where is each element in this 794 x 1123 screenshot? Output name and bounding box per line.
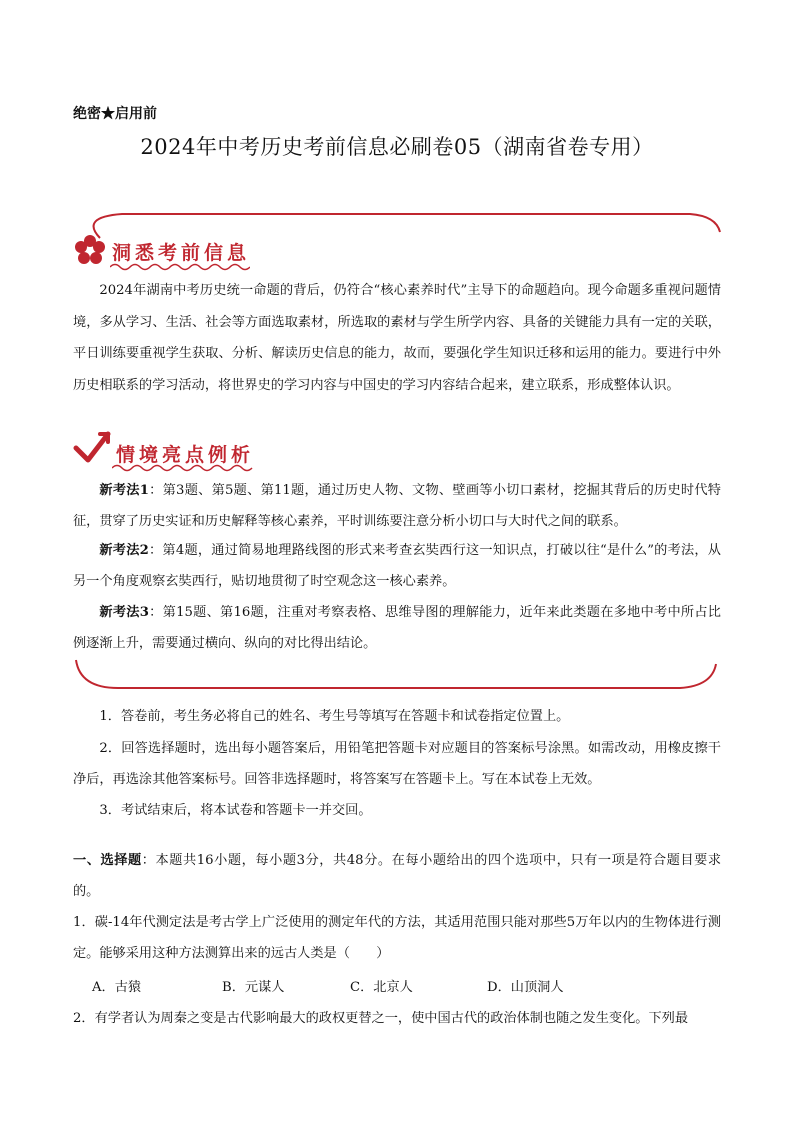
highlight-item [73,535,721,597]
check-arrow-icon [72,428,112,468]
option-a: A．古猿 [92,980,142,995]
secret-label: 绝密★启用前 [73,106,157,122]
wavy-underline [112,463,258,473]
wavy-underline [110,262,250,272]
question-stem: 2．有学者认为周秦之变是古代影响最大的政权更替之一，使中国古代的政治体制也随之发生变化。下列最 [73,1011,689,1026]
highlight-item [73,597,721,659]
highlight-text: ：第4题，通过简易地理路线图的形式来考查玄奘西行这一知识点，打破以往“是什么”的考法，从另一个角度观察玄奘西行，贴切地贯彻了时空观念这一核心素养。 [73,543,721,589]
section-heading [73,845,721,907]
section-title-info: 洞悉考前信息 [112,242,251,264]
instruction-item: 1．答卷前，考生务必将自己的姓名、考生号等填写在答题卡和试卷指定位置上。 [99,709,570,724]
highlight-text: ：第15题、第16题，注重对考察表格、思维导图的理解能力，近年来此类题在多地中考中所占比例逐渐上升，需要通过横向、纵向的对比得出结论。 [73,605,721,651]
question-stem: 1．碳-14年代测定法是考古学上广泛使用的测定年代的方法，其适用范围只能对那些5万年以内的生物体进行测定。能够采用这种方法测算出来的远古人类是（ ） [73,915,721,961]
instruction-item: 2．回答选择题时，选出每小题答案后，用铅笔把答题卡对应题目的答案标号涂黑。如需改动，用橡皮擦干净后，再选涂其他答案标号。回答非选择题时，将答案写在答题卡上。写在本试卷上无效。 [73,741,721,787]
option-b: B．元谋人 [222,980,285,995]
highlight-text: ：第3题、第5题、第11题，通过历史人物、文物、壁画等小切口素材，挖掘其背后的历史时代特征，贯穿了历史实证和历史解释等核心素养，平时训练要注意分析小切口与大时代之间的联系。 [73,483,721,529]
option-d: D．山顶洞人 [487,980,564,995]
highlight-label: 新考法2 [99,543,149,558]
section-heading-text: ：本题共16小题，每小题3分，共48分。在每小题给出的四个选项中，只有一项是符合题目要求的。 [73,853,722,899]
instruction-item: 3．考试结束后，将本试卷和答题卡一并交回。 [99,803,372,818]
option-c: C．北京人 [350,980,413,995]
flower-icon [72,232,108,268]
highlight-item [73,475,721,537]
highlight-label: 新考法1 [99,483,149,498]
info-paragraph: 2024年湖南中考历史统一命题的背后，仍符合“核心素养时代”主导下的命题趋向。现今命题多重视问题情境，多从学习、生活、社会等方面选取素材，所选取的素材与学生所学内容、具备的关键能力具有一定的关联，平日训练要重视学生获取、分析、解读历史信息的能力，故而，要强化学生知识迁移和运用的能力。要进行中外历史相联系的学习活动，将世界史的学习内容与中国史的学习内容结合起来，建立联系，形成整体认识。 [73,283,721,393]
section-heading-bold: 一、选择题 [73,853,142,868]
highlight-label: 新考法3 [99,605,149,620]
section-title-highlights: 情境亮点例析 [116,444,255,466]
page-title: 2024年中考历史考前信息必刷卷05（湖南省卷专用） [140,135,654,159]
